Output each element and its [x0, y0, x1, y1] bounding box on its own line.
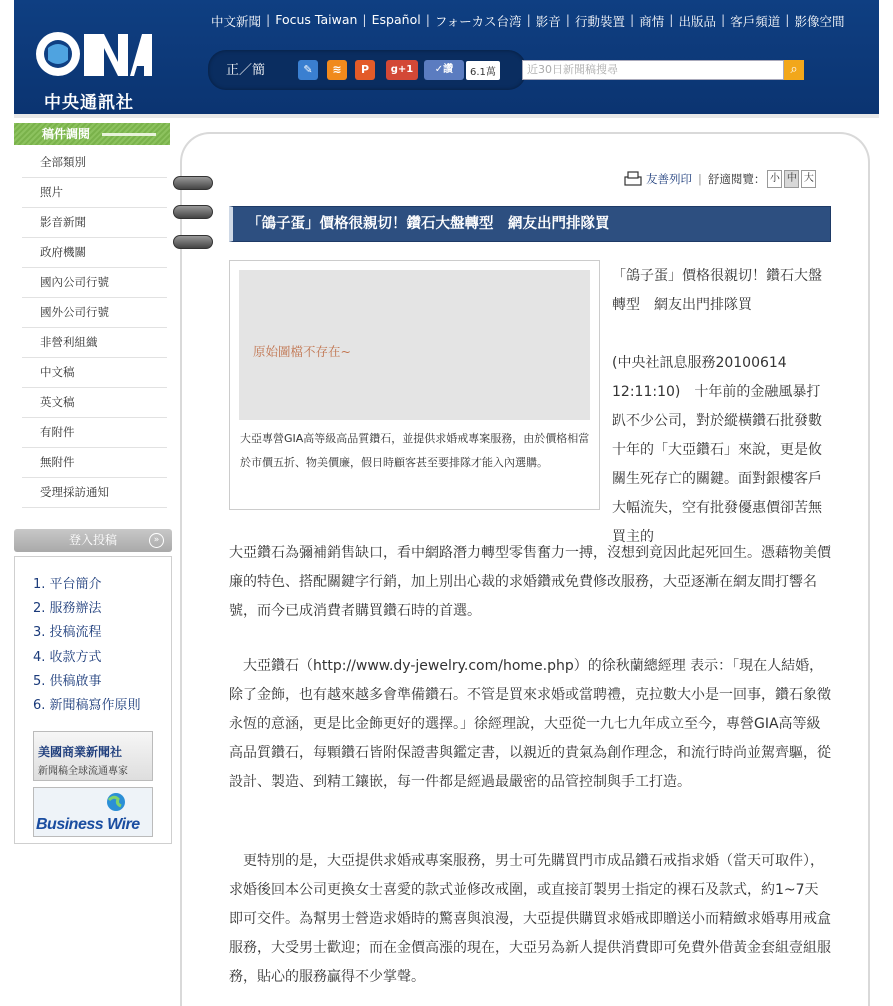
article-paragraph: 更特別的是，大亞提供求婚戒專案服務，男士可先購買門市成品鑽石戒指求婚（當天可取件），求婚後回本公司更換女士喜愛的款式並修改戒圍，或直接訂製男士指定的裸石及款式，約1~7天即可交件。為幫男士營造求婚時的驚喜與浪漫，大亞提供購買求婚戒即贈送小而精緻求婚專用戒盒服務，大受男士歡迎；而在金價高漲的現在，大亞另為新人提供消費即可免費外借黃金套組壹組服務，貼心的服務贏得不少掌聲。 — [229, 853, 831, 985]
font-size-label: 舒適閱覽： — [707, 172, 766, 186]
font-size-medium[interactable]: 中 — [784, 170, 799, 188]
image-caption: 大亞專營GIA高等級高品質鑽石，並提供求婚戒專案服務，由於價格相當於市價五折、物美價廉，假日時顧客甚至要排隊才能入內選購。 — [240, 432, 590, 469]
sidebar-item[interactable]: 英文稿 — [22, 388, 167, 418]
nav-item[interactable]: フォーカス台湾 — [434, 14, 522, 29]
nav-item[interactable]: 出版品 — [678, 14, 716, 29]
logo-text: 中央通訊社 — [44, 93, 134, 113]
info-link[interactable]: 3. 投稿流程 — [33, 625, 102, 641]
sidebar-item[interactable]: 有附件 — [22, 418, 167, 448]
sidebar-item[interactable]: 國內公司行號 — [22, 268, 167, 298]
article-paragraph: 大亞鑽石（http://www.dy-jewelry.com/home.php）的徐秋蘭總經理 表示：「現在人結婚，除了金飾，也有越來越多會準備鑽石。不管是買來求婚或當聘禮，克拉數大小是一回事，鑽石象徵永恆的意涵，更是比金飾更好的選擇。」徐經理說，大亞從一九七九年成立至今，專營GIA高等級高品質鑽石，每顆鑽石皆附保證書與鑑定書，以親近的貴氣為創作理念，和流行時尚並駕齊驅，從設計、製造、到精工鑲嵌，每一件都是經過最嚴密的品管控制與手工打造。 — [229, 658, 831, 790]
banner-subtitle: 新聞稿全球流通專家 — [38, 766, 128, 777]
nav-item[interactable]: 客戶頻道 — [730, 14, 781, 29]
facebook-like-button[interactable]: ✓讚 — [424, 60, 464, 80]
nav-item[interactable]: 影像空間 — [794, 14, 845, 29]
chevron-right-icon: » — [149, 533, 164, 548]
image-missing-text: 原始圖檔不存在~ — [253, 344, 351, 359]
sidebar-item[interactable]: 中文稿 — [22, 358, 167, 388]
google-plus-button[interactable]: g+1 — [386, 60, 418, 80]
binder-ring — [173, 205, 213, 219]
info-link[interactable]: 5. 供稿啟事 — [33, 673, 102, 689]
font-size-large[interactable]: 大 — [801, 170, 816, 188]
info-list — [33, 573, 141, 718]
sidebar-item[interactable]: 受理採訪通知 — [22, 478, 167, 508]
share-toolbar — [208, 50, 526, 90]
sidebar-item[interactable]: 非營利組織 — [22, 328, 167, 358]
sidebar-item[interactable]: 全部類別 — [22, 148, 167, 178]
business-wire-banner[interactable] — [33, 787, 153, 837]
sidebar-item[interactable]: 政府機關 — [22, 238, 167, 268]
info-panel — [14, 556, 172, 844]
print-link[interactable]: 友善列印 — [646, 172, 692, 186]
site-header — [14, 0, 879, 118]
info-link[interactable]: 4. 收款方式 — [33, 649, 102, 665]
plurk-icon[interactable]: P — [355, 60, 375, 80]
login-submit-button[interactable] — [14, 529, 172, 552]
wrench-icon[interactable]: ✎ — [298, 60, 318, 80]
sidebar-heading: 稿件調閱 — [14, 123, 170, 145]
banner-title: 美國商業新聞社 — [38, 745, 123, 759]
article-lead — [612, 262, 830, 552]
business-news-banner[interactable] — [33, 731, 153, 781]
like-count: 6.1萬 — [466, 61, 500, 80]
login-label: 登入投稿 — [68, 533, 117, 547]
article-title: 「鴿子蛋」價格很親切！鑽石大盤轉型 網友出門排隊買 — [229, 206, 831, 242]
info-link[interactable]: 1. 平台簡介 — [33, 577, 102, 592]
cna-logo-mark — [34, 26, 154, 86]
search-input[interactable]: 近30日新聞稿搜尋 — [522, 60, 784, 80]
info-link[interactable]: 6. 新聞稿寫作原則 — [33, 697, 141, 713]
top-navigation: 中文新聞 | Focus Taiwan | Español | フォーカス台湾 | 影音 | 行動裝置 | 商情 | 出版品 | 客戶頻道 | 影像空間 — [211, 12, 845, 29]
rss-icon[interactable]: ≋ — [327, 60, 347, 80]
sidebar-item[interactable]: 無附件 — [22, 448, 167, 478]
banner-title: Business Wire — [36, 816, 140, 833]
sidebar-item[interactable]: 影音新聞 — [22, 208, 167, 238]
nav-item[interactable]: 商情 — [639, 14, 665, 29]
article-paragraph: 大亞鑽石為彌補銷售缺口，看中網路潛力轉型零售奮力一搏，沒想到竟因此起死回生。憑藉物美價廉的特色、搭配關鍵字行銷，加上別出心裁的求婚鑽戒免費修改服務，大亞逐漸在網友間打響名號，而今已成消費者購買鑽石時的首選。 — [229, 545, 831, 619]
article-image — [239, 270, 590, 420]
nav-item[interactable]: Español — [371, 12, 421, 27]
article-tools: 友善列印 | 舒適閱覽： 小 中 大 — [624, 170, 816, 188]
search-icon[interactable]: ⌕ — [784, 60, 804, 80]
cna-logo[interactable] — [34, 26, 154, 113]
traditional-simplified-toggle[interactable]: 正／簡 — [226, 63, 266, 78]
binder-ring — [173, 235, 213, 249]
lead-title: 「鴿子蛋」價格很親切！鑽石大盤轉型 網友出門排隊買 — [612, 268, 822, 313]
article-figure — [229, 260, 600, 510]
category-list — [22, 148, 167, 508]
sidebar-item[interactable]: 照片 — [22, 178, 167, 208]
info-link[interactable]: 2. 服務辦法 — [33, 601, 102, 617]
lead-body: (中央社訊息服務20100614 12:11:10) 十年前的金融風暴打趴不少公司，對於縱橫鑽石批發數十年的「大亞鑽石」來說，更是攸關生死存亡的關鍵。面對銀樓客戶大幅流失，空有批發優惠價卻苦無買主的 — [612, 355, 822, 545]
globe-icon — [104, 791, 128, 813]
font-size-small[interactable]: 小 — [767, 170, 782, 188]
printer-icon[interactable] — [624, 171, 642, 187]
nav-item[interactable]: 中文新聞 — [211, 14, 262, 29]
nav-item[interactable]: 影音 — [535, 14, 561, 29]
sidebar-item[interactable]: 國外公司行號 — [22, 298, 167, 328]
nav-item[interactable]: Focus Taiwan — [275, 12, 358, 27]
binder-ring — [173, 176, 213, 190]
nav-item[interactable]: 行動裝置 — [575, 14, 626, 29]
